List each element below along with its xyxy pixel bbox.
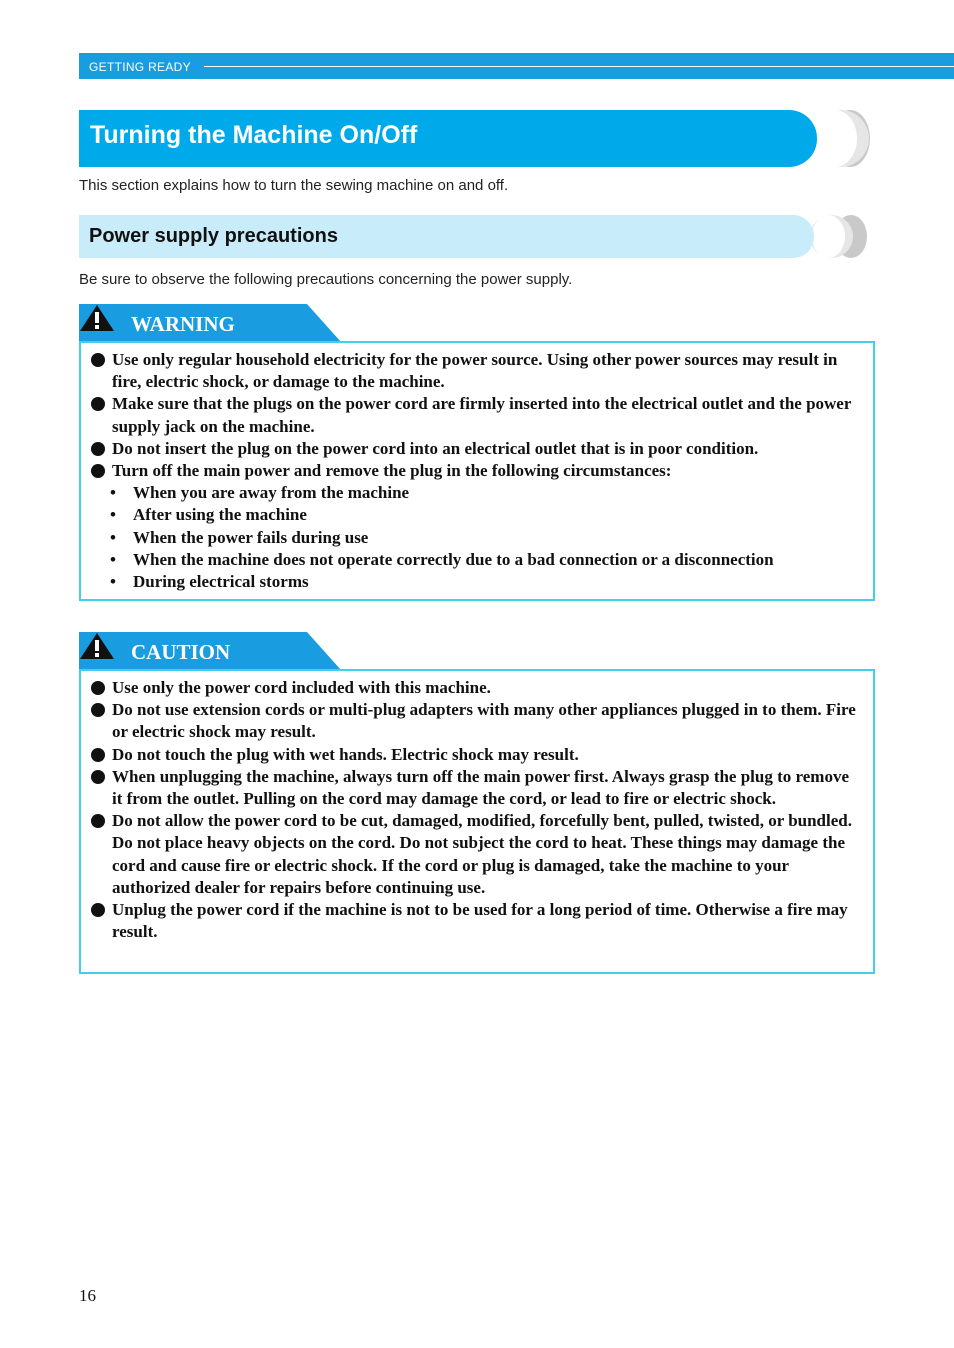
caution-item: Do not allow the power cord to be cut, damaged, modified, forcefully bent, pulled, twisted, or bundled. Do not place heavy objects on the cord. Do not subject the cord to heat. These things may damage the cord and cause fire or electric shock. If the cord or plug is damaged, take the machine to your authorized dealer for repairs before continuing use. — [81, 810, 873, 899]
bullet-dot — [91, 748, 105, 762]
warning-list — [81, 349, 873, 482]
circumstance-item: • During electrical storms — [110, 572, 309, 592]
warning-item: Do not insert the plug on the power cord into an electrical outlet that is in poor condition. — [81, 438, 873, 460]
caution-item: Do not use extension cords or multi-plug adapters with many other appliances plugged in to them. Fire or electric shock may result. — [81, 699, 873, 743]
warning-item: Use only regular household electricity for the power source. Using other power sources may result in fire, electric shock, or damage to the machine. — [81, 349, 873, 393]
intro-text: This section explains how to turn the sewing machine on and off. — [79, 177, 509, 194]
subsection-bar — [79, 215, 814, 258]
bullet-dot — [91, 814, 105, 828]
exclamation-triangle-icon — [79, 632, 115, 660]
circumstance-item: • After using the machine — [110, 505, 307, 525]
bullet-dot — [91, 703, 105, 717]
bullet-dot — [91, 903, 105, 917]
page-title: Turning the Machine On/Off — [90, 121, 418, 149]
warning-box — [79, 341, 875, 601]
circumstance-item: • When the machine does not operate correctly due to a bad connection or a disconnection — [110, 549, 774, 569]
bullet-dot — [91, 770, 105, 784]
bullet-dot — [91, 442, 105, 456]
section-label: GETTING READY — [89, 60, 191, 74]
page-number: 16 — [79, 1286, 96, 1305]
exclamation-triangle-icon — [79, 304, 115, 332]
caution-label: CAUTION — [131, 640, 231, 664]
circumstance-item: • When the power fails during use — [110, 527, 369, 547]
caution-item: Unplug the power cord if the machine is not to be used for a long period of time. Otherwise a fire may result. — [81, 899, 873, 943]
warning-item: Make sure that the plugs on the power cord are firmly inserted into the electrical outlet and the power supply jack on the machine. — [81, 393, 873, 437]
caution-item: When unplugging the machine, always turn off the main power first. Always grasp the plug to remove it from the outlet. Pulling on the cord may damage the cord, or lead to fire or electric shock. — [81, 766, 873, 810]
title-bar — [79, 110, 817, 167]
caution-item: Do not touch the plug with wet hands. Electric shock may result. — [81, 744, 873, 766]
circumstance-list — [81, 482, 873, 593]
warning-tab — [79, 304, 341, 342]
subsection-title: Power supply precautions — [89, 225, 338, 247]
warning-label: WARNING — [131, 312, 235, 336]
caution-list — [81, 677, 873, 943]
caution-box — [79, 669, 875, 974]
header-bar — [79, 53, 954, 79]
header-rule — [204, 66, 954, 67]
caution-tab — [79, 632, 341, 670]
bullet-dot — [91, 353, 105, 367]
bullet-dot — [91, 681, 105, 695]
bullet-dot — [91, 464, 105, 478]
bullet-dot — [91, 397, 105, 411]
caution-item: Use only the power cord included with this machine. — [81, 677, 873, 699]
subsection-decoration-gap — [812, 215, 845, 258]
title-decoration-gap — [813, 110, 857, 167]
subsection-lead: Be sure to observe the following precautions concerning the power supply. — [79, 271, 573, 288]
circumstance-item: • When you are away from the machine — [110, 483, 410, 503]
warning-item: Turn off the main power and remove the plug in the following circumstances: — [81, 460, 873, 482]
